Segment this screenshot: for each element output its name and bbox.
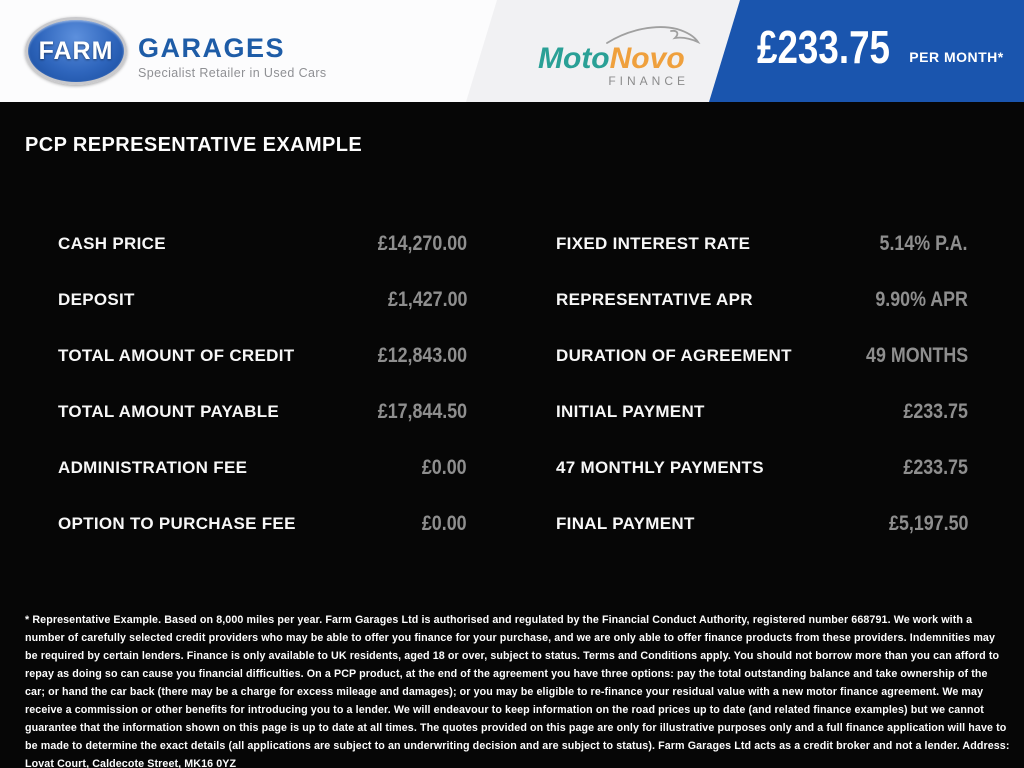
row-label: DURATION OF AGREEMENT — [556, 346, 792, 365]
row-label: ADMINISTRATION FEE — [58, 458, 248, 477]
finance-column-left — [58, 216, 467, 552]
row-fixed-interest-rate — [556, 216, 968, 272]
finance-column-right — [556, 216, 968, 552]
monthly-price-amount: £233.75 — [757, 21, 891, 73]
row-label: DEPOSIT — [58, 290, 135, 309]
row-label: 47 MONTHLY PAYMENTS — [556, 458, 764, 477]
farm-oval-text: FARM — [38, 36, 114, 65]
row-value: 5.14% P.A. — [880, 232, 968, 255]
monthly-price-suffix: PER MONTH* — [909, 49, 1004, 65]
row-value: £233.75 — [903, 456, 968, 479]
row-label: FIXED INTEREST RATE — [556, 234, 751, 253]
farm-garages-logo — [25, 17, 327, 85]
representative-example-disclaimer: * Representative Example. Based on 8,000 miles per year. Farm Garages Ltd is authorised and regulated by the Financial Conduct Authority, registered number 668791. We work with a number of carefully selected credit providers who may be able to offer you finance for your purchase, and we are only able to offer finance products from these providers. Indemnities may be required by certain lenders. Finance is only available to UK residents, aged 18 or over, subject to status. Terms and Conditions apply. You should not borrow more than you can afford to repay as doing so can cause you financial difficulties. On a PCP product, at the end of the agreement you have three options: pay the total outstanding balance and take ownership of the car; or hand the car back (there may be a charge for excess mileage and damages); or you may be eligible to re-finance your residual value with a new motor finance agreement. We may receive a commission or other benefits for introducing you to a lender. We will endeavour to keep information on the road prices up to date (and related finance examples) but we cannot guarantee that the information shown on this page is up to date at all times. The quotes provided on this page are only for illustrative purposes only and a full finance application will have to be made to determine the exact details (all applications are subject to an underwriting decision and are subject to status). Farm Garages Ltd acts as a credit broker and not a lender. Address: Lovat Court, Caldecote Street, MK16 0YZ — [25, 614, 1010, 768]
row-duration-of-agreement — [556, 328, 968, 384]
row-value: £233.75 — [903, 400, 968, 423]
farm-logo-name: GARAGES — [138, 32, 286, 63]
row-label: FINAL PAYMENT — [556, 514, 695, 533]
row-label: REPRESENTATIVE APR — [556, 290, 753, 309]
row-value: £12,843.00 — [377, 344, 467, 367]
farm-logo-tagline: Specialist Retailer in Used Cars — [138, 65, 327, 80]
motonovo-wordmark — [538, 42, 685, 76]
row-total-amount-of-credit — [58, 328, 467, 384]
header-banner — [0, 0, 1024, 102]
monthly-price — [757, 21, 1004, 73]
row-value: £0.00 — [422, 512, 467, 535]
row-deposit — [58, 272, 467, 328]
row-option-to-purchase-fee — [58, 496, 467, 552]
row-label: TOTAL AMOUNT PAYABLE — [58, 402, 280, 421]
row-monthly-payments — [556, 440, 968, 496]
row-label: TOTAL AMOUNT OF CREDIT — [58, 346, 295, 365]
row-initial-payment — [556, 384, 968, 440]
row-value: £1,427.00 — [387, 288, 467, 311]
row-value: £5,197.50 — [888, 512, 968, 535]
row-label: OPTION TO PURCHASE FEE — [58, 514, 296, 533]
farm-oval-badge — [25, 17, 127, 85]
page-title: PCP REPRESENTATIVE EXAMPLE — [25, 134, 363, 156]
row-value: £17,844.50 — [377, 400, 467, 423]
row-value: 49 MONTHS — [865, 344, 968, 367]
motonovo-novo: Novo — [609, 42, 685, 75]
row-value: 9.90% APR — [875, 288, 968, 311]
row-label: CASH PRICE — [58, 234, 166, 253]
row-cash-price — [58, 216, 467, 272]
row-total-amount-payable — [58, 384, 467, 440]
row-label: INITIAL PAYMENT — [556, 402, 705, 421]
motonovo-finance-label: FINANCE — [608, 74, 689, 88]
farm-logo-text — [138, 23, 327, 80]
row-value: £14,270.00 — [377, 232, 467, 255]
row-final-payment — [556, 496, 968, 552]
motonovo-moto: Moto — [538, 42, 610, 75]
row-value: £0.00 — [422, 456, 467, 479]
row-representative-apr — [556, 272, 968, 328]
row-administration-fee — [58, 440, 467, 496]
